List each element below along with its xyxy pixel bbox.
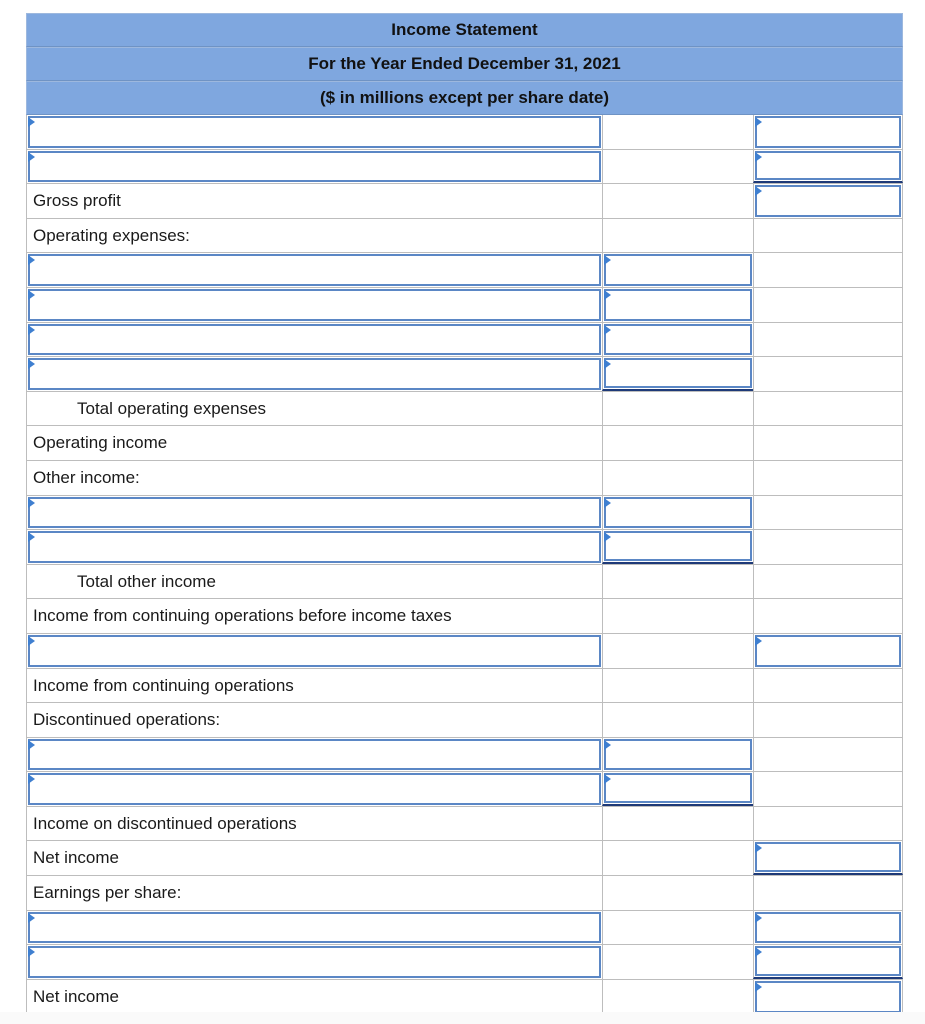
amount-input[interactable] xyxy=(755,946,901,976)
earnings-per-share-label: Earnings per share: xyxy=(33,883,182,903)
amount-input[interactable] xyxy=(755,981,901,1014)
income-discontinued-label: Income on discontinued operations xyxy=(33,813,297,833)
account-name-input[interactable] xyxy=(28,946,601,978)
table-row xyxy=(26,945,903,980)
income-before-taxes-label: Income from continuing operations before income taxes xyxy=(33,606,452,626)
net-income-eps-label: Net income xyxy=(33,986,119,1006)
amount-input[interactable] xyxy=(604,289,752,321)
table-row xyxy=(26,703,903,738)
amount-input[interactable] xyxy=(604,739,752,771)
table-row xyxy=(26,357,903,392)
amount-input[interactable] xyxy=(755,151,901,181)
table-row xyxy=(26,392,903,427)
net-income-label: Net income xyxy=(33,848,119,868)
table-row xyxy=(26,461,903,496)
table-row xyxy=(26,496,903,531)
table-row xyxy=(26,150,903,185)
table-row xyxy=(26,599,903,634)
total-operating-expenses-label: Total operating expenses xyxy=(77,398,267,418)
table-row xyxy=(26,565,903,600)
amount-input[interactable] xyxy=(755,116,901,148)
account-name-input[interactable] xyxy=(28,531,601,563)
amount-input[interactable] xyxy=(604,773,752,803)
statement-units: ($ in millions except per share date) xyxy=(26,81,903,115)
table-row xyxy=(26,841,903,876)
account-name-input[interactable] xyxy=(28,116,601,148)
income-continuing-label: Income from continuing operations xyxy=(33,675,294,695)
amount-input[interactable] xyxy=(604,254,752,286)
table-row xyxy=(26,426,903,461)
income-statement-worksheet xyxy=(26,13,903,1014)
account-name-input[interactable] xyxy=(28,739,601,771)
table-row xyxy=(26,530,903,565)
table-row xyxy=(26,634,903,669)
statement-period: For the Year Ended December 31, 2021 xyxy=(26,47,903,81)
table-row xyxy=(26,911,903,946)
table-row xyxy=(26,115,903,150)
table-row xyxy=(26,669,903,704)
operating-expenses-label: Operating expenses: xyxy=(33,225,190,245)
account-name-input[interactable] xyxy=(28,289,601,321)
table-row xyxy=(26,184,903,219)
table-row xyxy=(26,219,903,254)
table-row xyxy=(26,738,903,773)
table-row xyxy=(26,288,903,323)
account-name-input[interactable] xyxy=(28,324,601,356)
account-name-input[interactable] xyxy=(28,912,601,944)
account-name-input[interactable] xyxy=(28,635,601,667)
amount-input[interactable] xyxy=(755,185,901,217)
other-income-label: Other income: xyxy=(33,467,140,487)
account-name-input[interactable] xyxy=(28,151,601,183)
table-row xyxy=(26,772,903,807)
table-row xyxy=(26,980,903,1015)
total-other-income-label: Total other income xyxy=(77,571,216,591)
amount-input[interactable] xyxy=(755,842,901,872)
amount-input[interactable] xyxy=(604,531,752,561)
amount-input[interactable] xyxy=(755,912,901,944)
amount-input[interactable] xyxy=(604,324,752,356)
amount-input[interactable] xyxy=(755,635,901,667)
statement-title: Income Statement xyxy=(26,13,903,47)
account-name-input[interactable] xyxy=(28,358,601,390)
amount-input[interactable] xyxy=(604,497,752,529)
account-name-input[interactable] xyxy=(28,254,601,286)
amount-input[interactable] xyxy=(604,358,752,388)
gross-profit-label: Gross profit xyxy=(33,191,121,211)
account-name-input[interactable] xyxy=(28,497,601,529)
account-name-input[interactable] xyxy=(28,773,601,805)
table-row xyxy=(26,807,903,842)
table-row xyxy=(26,323,903,358)
table-row xyxy=(26,876,903,911)
table-row xyxy=(26,253,903,288)
discontinued-operations-label: Discontinued operations: xyxy=(33,710,221,730)
bottom-edge xyxy=(0,1012,925,1024)
operating-income-label: Operating income xyxy=(33,433,168,453)
